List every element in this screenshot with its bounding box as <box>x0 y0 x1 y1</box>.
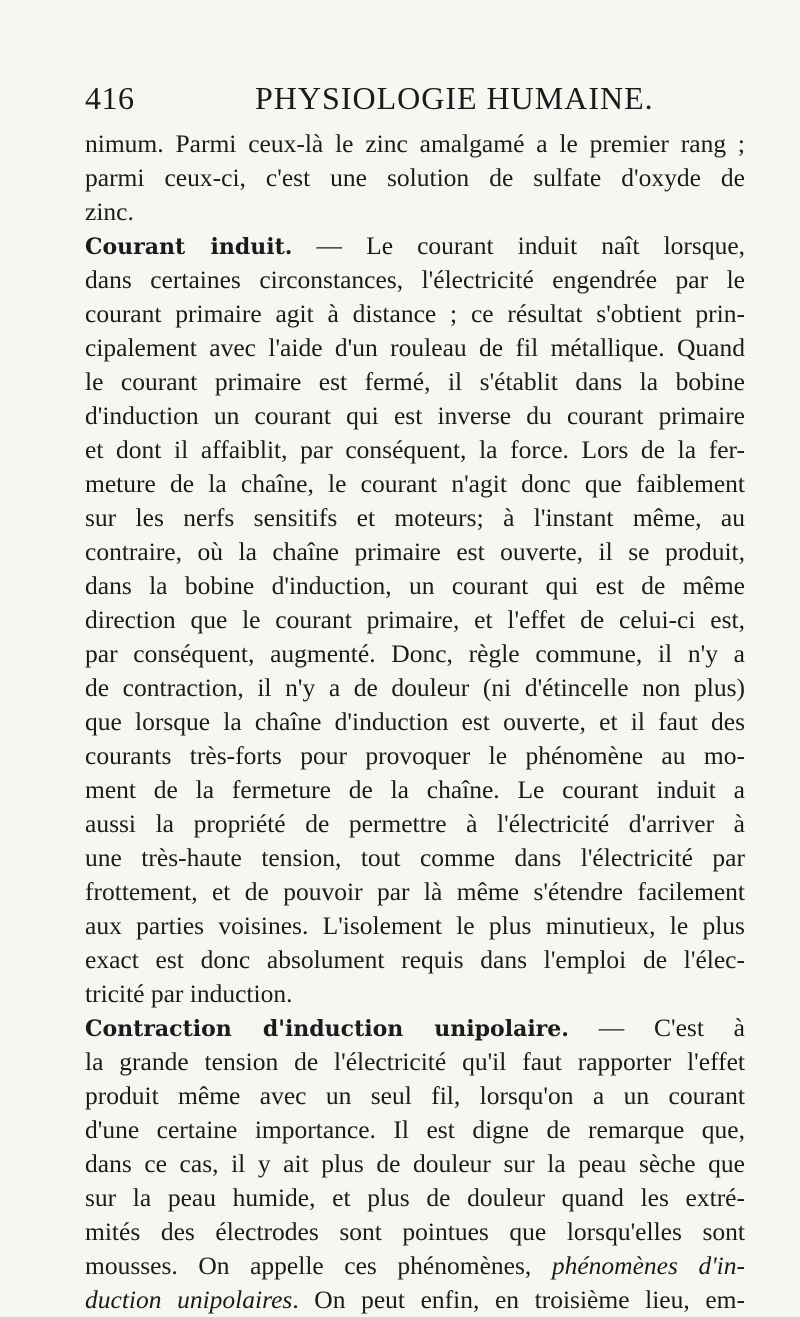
line-text: aux parties voisines. L'isolement le plus minutieux, le plus <box>85 911 745 940</box>
line-text: d'une certaine importance. Il est digne de remarque que, <box>85 1115 745 1144</box>
line-text: frottement, et de pouvoir par là même s'étendre facilement <box>85 877 745 906</box>
line-text: mousses. On appelle ces phénomènes, <box>85 1251 532 1280</box>
body-text <box>85 127 745 1317</box>
text-line <box>85 1011 745 1045</box>
text-line <box>85 433 745 467</box>
text-line <box>85 773 745 807</box>
text-line <box>85 297 745 331</box>
text-line <box>85 841 745 875</box>
line-text: zinc. <box>85 197 134 226</box>
line-text: nimum. Parmi ceux-là le zinc amalgamé a le premier rang ; <box>85 129 745 158</box>
line-text: cipalement avec l'aide d'un rouleau de fil métallique. Quand <box>85 333 745 362</box>
line-text: dans la bobine d'induction, un courant qui est de même <box>85 571 745 600</box>
section-heading: Contraction d'induction unipolaire. <box>85 1016 569 1042</box>
text-line <box>85 263 745 297</box>
text-line <box>85 1113 745 1147</box>
running-title: PHYSIOLOGIE HUMAINE. <box>255 80 654 116</box>
italic-text: phénomènes d'in- <box>531 1251 745 1280</box>
text-line <box>85 501 745 535</box>
text-line <box>85 1249 745 1283</box>
text-line <box>85 671 745 705</box>
text-line <box>85 365 745 399</box>
line-text: . On peut enfin, en troisième lieu, em- <box>292 1285 745 1314</box>
text-line <box>85 229 745 263</box>
line-text: ment de la fermeture de la chaîne. Le courant induit a <box>85 775 745 804</box>
section-heading: Courant induit. <box>85 234 293 260</box>
line-text: — C'est à <box>568 1013 745 1042</box>
line-text: d'induction un courant qui est inverse du courant primaire <box>85 401 745 430</box>
text-line <box>85 331 745 365</box>
line-text: une très-haute tension, tout comme dans l'électricité par <box>85 843 745 872</box>
line-text: courant primaire agit à distance ; ce résultat s'obtient prin- <box>85 299 745 328</box>
line-text: sur la peau humide, et plus de douleur quand les extré- <box>85 1183 745 1212</box>
text-line <box>85 195 745 229</box>
italic-text: duction unipolaires <box>85 1285 293 1314</box>
text-line <box>85 569 745 603</box>
line-text: contraire, où la chaîne primaire est ouverte, il se produit, <box>85 537 745 566</box>
text-line <box>85 535 745 569</box>
text-line <box>85 977 745 1011</box>
line-text: tricité par induction. <box>85 979 293 1008</box>
page-header <box>85 76 745 120</box>
text-line <box>85 1045 745 1079</box>
text-line <box>85 1079 745 1113</box>
text-line <box>85 739 745 773</box>
text-line <box>85 807 745 841</box>
line-text: direction que le courant primaire, et l'effet de celui-ci est, <box>85 605 745 634</box>
line-text: produit même avec un seul fil, lorsqu'on a un courant <box>85 1081 745 1110</box>
text-line <box>85 161 745 195</box>
line-text: et dont il affaiblit, par conséquent, la force. Lors de la fer- <box>85 435 745 464</box>
text-line <box>85 1181 745 1215</box>
text-line <box>85 1147 745 1181</box>
line-text: le courant primaire est fermé, il s'établit dans la bobine <box>85 367 745 396</box>
line-text: parmi ceux-ci, c'est une solution de sulfate d'oxyde de <box>85 163 745 192</box>
text-line <box>85 399 745 433</box>
text-line <box>85 467 745 501</box>
text-line <box>85 943 745 977</box>
text-line <box>85 909 745 943</box>
text-line <box>85 1283 745 1317</box>
line-text: par conséquent, augmenté. Donc, règle commune, il n'y a <box>85 639 745 668</box>
line-text: aussi la propriété de permettre à l'électricité d'arriver à <box>85 809 745 838</box>
text-line <box>85 875 745 909</box>
text-line <box>85 1215 745 1249</box>
line-text: mités des électrodes sont pointues que lorsqu'elles sont <box>85 1217 745 1246</box>
line-text: dans ce cas, il y ait plus de douleur sur la peau sèche que <box>85 1149 745 1178</box>
line-text: de contraction, il n'y a de douleur (ni d'étincelle non plus) <box>85 673 745 702</box>
text-line <box>85 705 745 739</box>
line-text: la grande tension de l'électricité qu'il faut rapporter l'effet <box>85 1047 745 1076</box>
text-line <box>85 637 745 671</box>
line-text: courants très-forts pour provoquer le phénomène au mo- <box>85 741 745 770</box>
text-line <box>85 127 745 161</box>
line-text: dans certaines circonstances, l'électricité engendrée par le <box>85 265 745 294</box>
line-text: que lorsque la chaîne d'induction est ouverte, et il faut des <box>85 707 745 736</box>
line-text: exact est donc absolument requis dans l'emploi de l'élec- <box>85 945 745 974</box>
line-text: — Le courant induit naît lorsque, <box>292 231 746 260</box>
line-text: meture de la chaîne, le courant n'agit donc que faiblement <box>85 469 745 498</box>
page-number: 416 <box>85 80 135 116</box>
line-text: sur les nerfs sensitifs et moteurs; à l'instant même, au <box>85 503 745 532</box>
text-line <box>85 603 745 637</box>
